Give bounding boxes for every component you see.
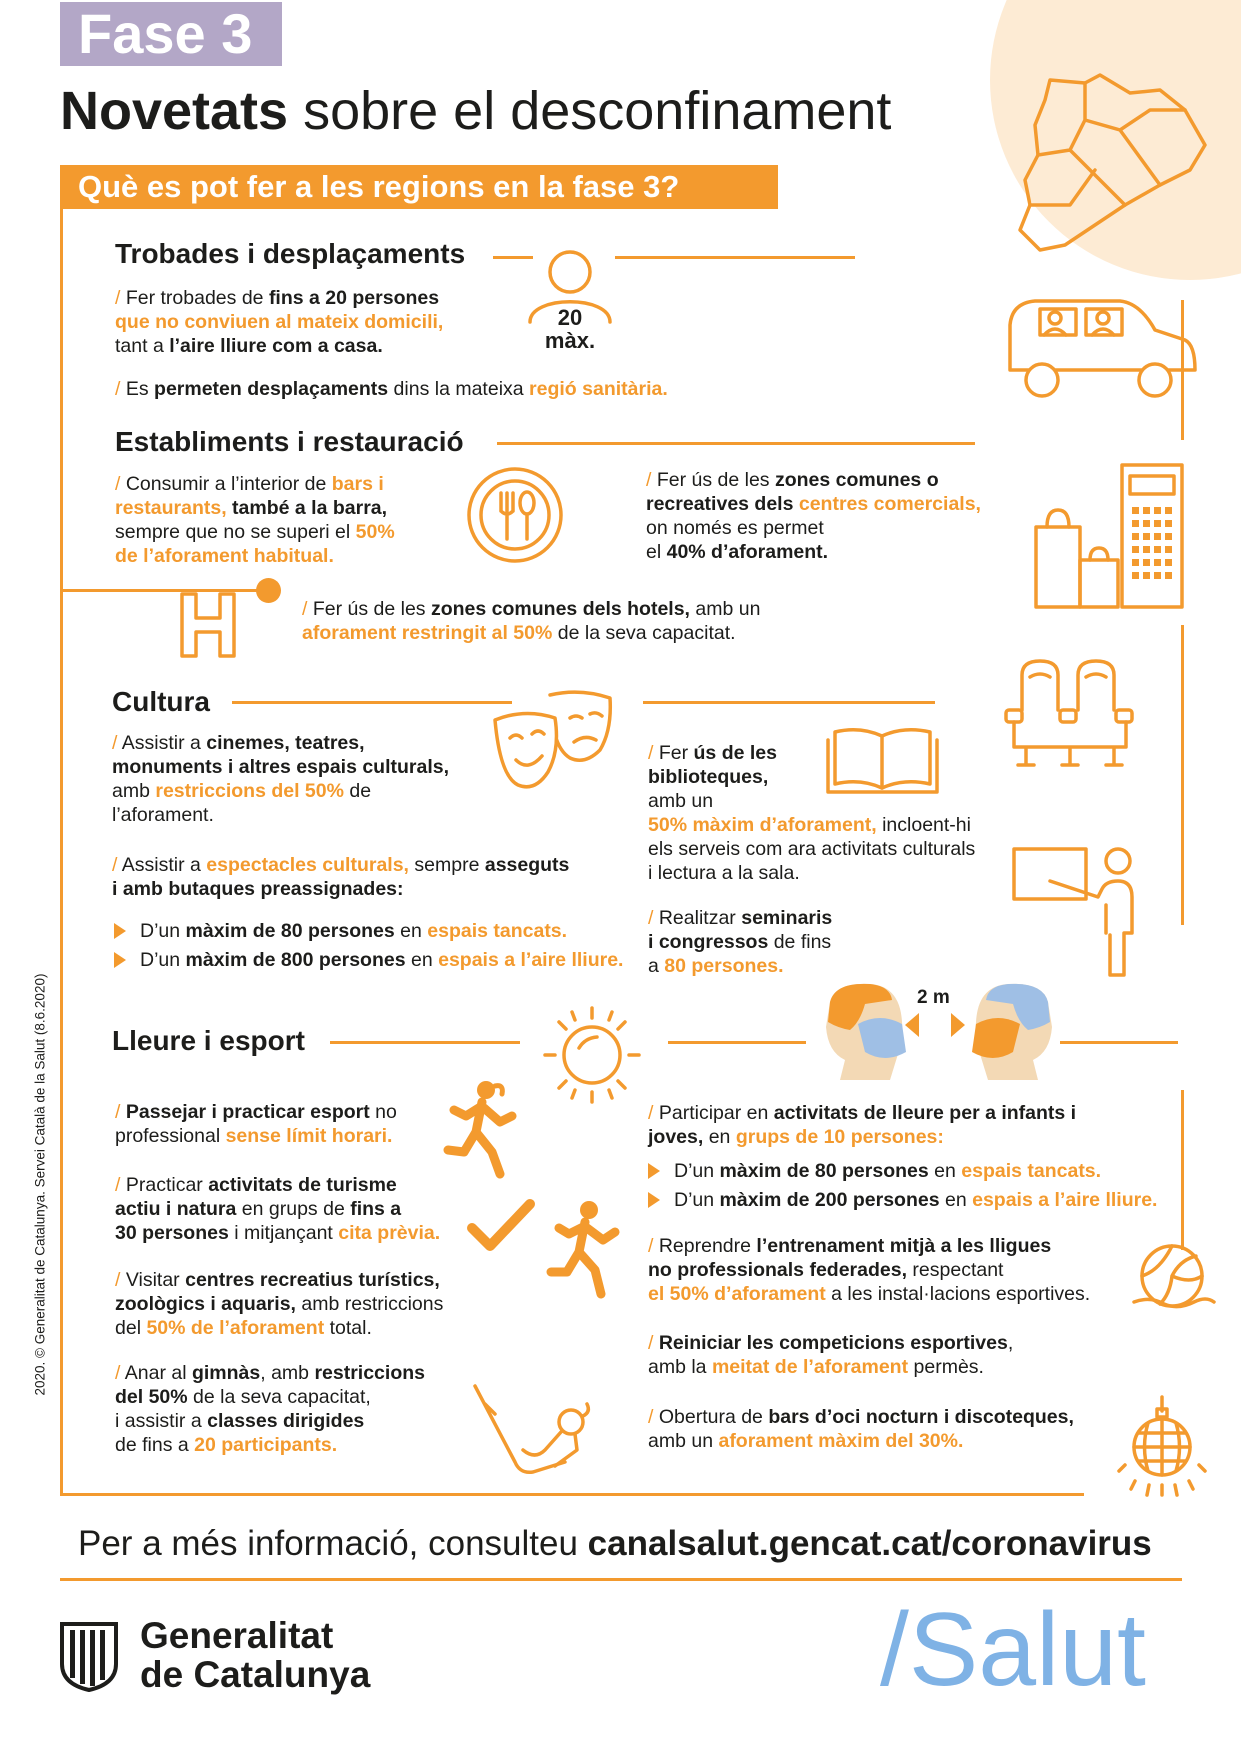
face-mask-left-icon <box>820 982 910 1082</box>
volleyball-icon <box>1130 1240 1215 1310</box>
distance-label: 2 m <box>917 987 950 1008</box>
org-line-2: de Catalunya <box>140 1654 371 1695</box>
person-count <box>525 306 615 352</box>
hotel-dot <box>256 578 281 603</box>
cultura-rule-2 <box>643 701 935 704</box>
runner-man-icon <box>545 1200 625 1300</box>
cultura-bullet-1: D’un màxim de 80 persones en espais tancats. <box>114 919 567 943</box>
org-line-1: Generalitat <box>140 1615 334 1656</box>
hotel-icon <box>178 590 238 660</box>
frame-left-line <box>60 209 63 1496</box>
lleure-right-bullet-1: D’un màxim de 80 persones en espais tancats. <box>648 1159 1101 1183</box>
establiments-text-1: / Consumir a l’interior de bars i restaurants, també a la barra, sempre que no se superi el 50% de l’aforament habitual. <box>115 473 395 567</box>
lleure-right-1: / Participar en activitats de lleure per a infants i joves, en grups de 10 persones: <box>648 1102 1077 1148</box>
section-establiments-heading: Establiments i restauració <box>115 426 464 457</box>
generalitat-name <box>140 1616 370 1694</box>
car-icon <box>1000 295 1200 405</box>
generalitat-logo-icon <box>58 1620 120 1692</box>
title-rest: sobre el desconfinament <box>288 81 892 141</box>
lleure-right-2: / Reprendre l’entrenament mitjà a les lligues no professionals federades, respectant el 50% d’aforament a les instal·lacions esportives. <box>648 1235 1091 1305</box>
lleure-rule-3 <box>1060 1041 1178 1044</box>
section-lleure-heading: Lleure i esport <box>112 1025 305 1056</box>
frame-bottom-line <box>60 1493 1084 1496</box>
page-title <box>60 76 891 146</box>
establiments-text-3: / Fer ús de les zones comunes dels hotels, amb un aforament restringit al 50% de la seva capacitat. <box>302 598 761 644</box>
section-trobades-heading: Trobades i desplaçaments <box>115 238 466 269</box>
cinema-seats-icon <box>1000 655 1150 775</box>
phase-badge <box>60 2 282 66</box>
face-mask-right-icon <box>968 982 1058 1082</box>
section-cultura-heading: Cultura <box>112 686 210 717</box>
frame-right-line-2 <box>1181 625 1184 925</box>
trobades-text-1: / Fer trobades de fins a 20 persones que no conviuen al mateix domicili, tant a l’aire lliure com a casa. <box>115 287 444 357</box>
fitness-icon <box>465 1380 595 1480</box>
sun-icon <box>537 1000 647 1110</box>
bullet-arrow-icon <box>648 1192 660 1208</box>
cultura-text-4: / Realitzar seminaris i congressos de fins a 80 persones. <box>648 907 833 977</box>
person-count-max: màx. <box>544 328 596 353</box>
cultura-text-2: / Assistir a espectacles culturals, sempre asseguts i amb butaques preassignades: <box>112 854 570 900</box>
catalonia-map-icon <box>1010 75 1210 255</box>
lleure-rule-1 <box>330 1041 520 1044</box>
distance-arrows-icon <box>905 1012 965 1038</box>
lleure-right-3: / Reiniciar les competicions esportives, amb la meitat de l’aforament permès. <box>648 1332 1014 1378</box>
trobades-rule-2 <box>615 256 855 259</box>
person-count-number: 20 <box>557 305 583 330</box>
banner-text: Què es pot fer a les regions en la fase 3? <box>78 169 680 204</box>
frame-right-line-3 <box>1181 1090 1184 1250</box>
lleure-left-2: / Practicar activitats de turisme actiu i natura en grups de fins a 30 persones i mitjançant cita prèvia. <box>115 1174 441 1244</box>
info-link[interactable]: canalsalut.gencat.cat/coronavirus <box>587 1524 1152 1563</box>
lleure-left-1: / Passejar i practicar esport no professional sense límit horari. <box>115 1101 397 1147</box>
lleure-right-4: / Obertura de bars d’oci nocturn i discoteques, amb un aforament màxim del 30%. <box>648 1406 1074 1452</box>
establiments-rule <box>497 442 975 445</box>
shopping-center-icon <box>1030 462 1190 612</box>
cultura-bullet-2: D’un màxim de 800 persones en espais a l’aire lliure. <box>114 948 623 972</box>
phase-label: Fase 3 <box>78 2 253 65</box>
restaurant-icon <box>465 465 565 565</box>
cultura-rule-1 <box>232 701 512 704</box>
trobades-text-2: / Es permeten desplaçaments dins la mateixa regió sanitària. <box>115 378 668 400</box>
side-credit: 2020. © Generalitat de Catalunya. Servei Català de la Salut (8.6.2020) <box>32 973 48 1396</box>
bullet-arrow-icon <box>648 1163 660 1179</box>
footer-rule <box>60 1578 1182 1581</box>
info-line <box>78 1524 1152 1564</box>
cultura-text-1: / Assistir a cinemes, teatres, monuments i altres espais culturals, amb restriccions del 50% de l’aforament. <box>112 732 450 826</box>
presenter-icon <box>1010 845 1155 980</box>
regions-banner <box>60 165 778 209</box>
runner-woman-icon <box>444 1080 524 1180</box>
bullet-arrow-icon <box>114 952 126 968</box>
lleure-right-bullet-2: D’un màxim de 200 persones en espais a l’aire lliure. <box>648 1188 1157 1212</box>
lleure-rule-2 <box>668 1041 806 1044</box>
bullet-arrow-icon <box>114 923 126 939</box>
info-text: Per a més informació, consulteu <box>78 1524 588 1563</box>
check-icon <box>466 1198 536 1258</box>
lleure-left-4: / Anar al gimnàs, amb restriccions del 50% de la seva capacitat, i assistir a classes dirigides de fins a 20 participants. <box>115 1362 425 1456</box>
cultura-text-3: / Fer ús de les biblioteques, amb un 50% màxim d’aforament, incloent-hi els serveis com ara activitats culturals i lectura a la sala. <box>648 742 976 884</box>
salut-brand: /Salut <box>880 1592 1146 1708</box>
disco-ball-icon <box>1115 1395 1210 1505</box>
establiments-text-2: / Fer ús de les zones comunes o recreatives dels centres comercials, on només es permet el 40% d’aforament. <box>646 469 981 563</box>
title-bold: Novetats <box>60 81 289 141</box>
lleure-left-3: / Visitar centres recreatius turístics, zoològics i aquaris, amb restriccions del 50% de l’aforament total. <box>115 1269 444 1339</box>
